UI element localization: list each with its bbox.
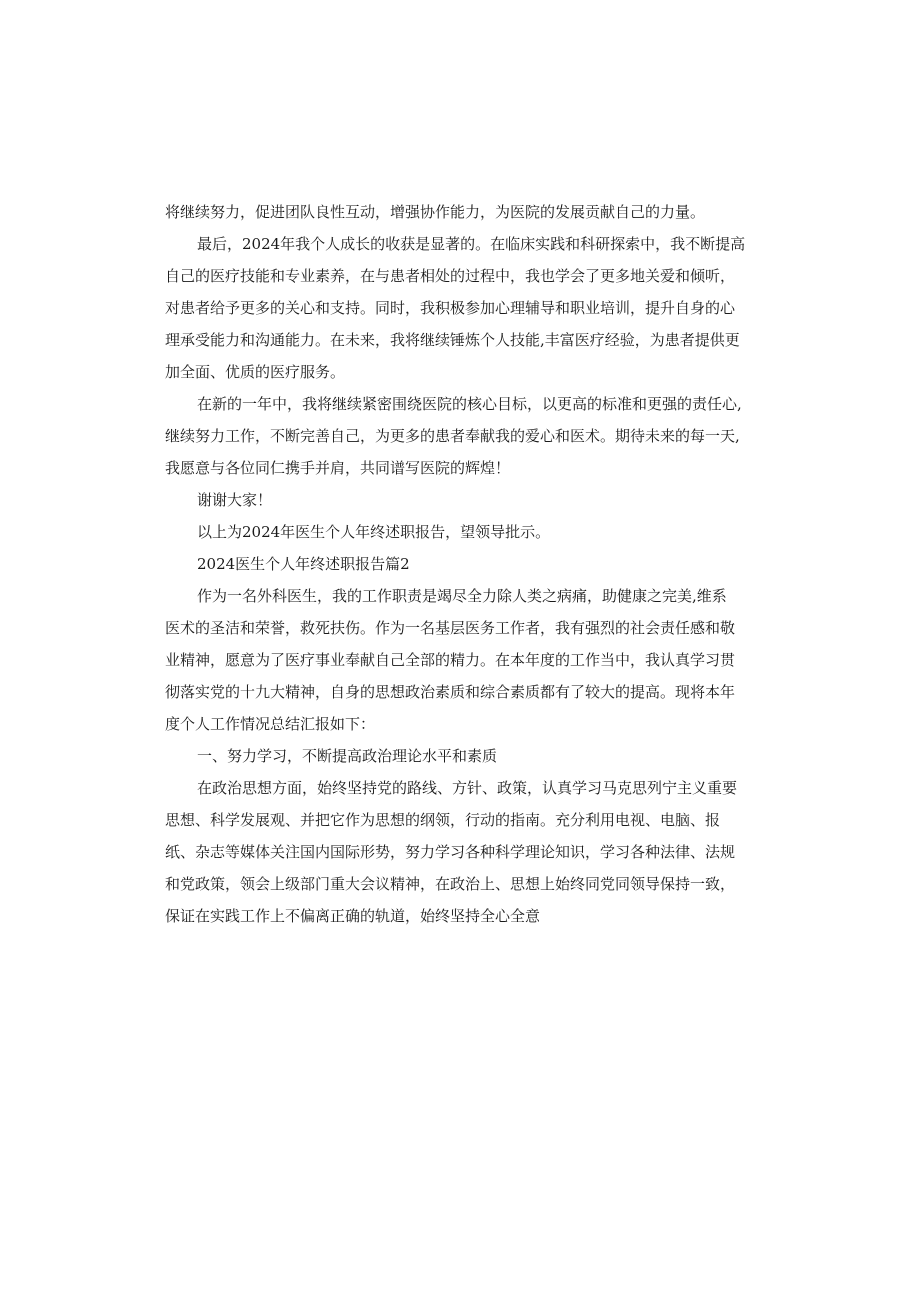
- text-line: 理承受能力和沟通能力。在未来，我将继续锤炼个人技能,丰富医疗经验，为患者提供更: [165, 331, 740, 349]
- text-line: 思想、科学发展观、并把它作为思想的纲领，行动的指南。充分利用电视、电脑、报: [165, 811, 721, 829]
- paragraph-first-line: 作为一名外科医生，我的工作职责是竭尽全力除人类之病痛，助健康之完美,维系: [197, 587, 727, 605]
- section-title: 2024医生个人年终述职报告篇2: [197, 555, 410, 573]
- text-line: 彻落实党的十九大精神，自身的思想政治素质和综合素质都有了较大的提高。现将本年: [165, 683, 736, 701]
- text-line: 加全面、优质的医疗服务。: [165, 363, 346, 381]
- closing-thanks: 谢谢大家！: [197, 491, 273, 509]
- paragraph-first-line: 在新的一年中，我将继续紧密围绕医院的核心目标，以更高的标准和更强的责任心,: [197, 395, 742, 413]
- text-line: 业精神，愿意为了医疗事业奉献自己全部的精力。在本年度的工作当中，我认真学习贯: [165, 651, 736, 669]
- paragraph-first-line: 最后，2024年我个人成长的收获是显著的。在临床实践和科研探索中，我不断提高: [197, 235, 746, 253]
- text-line: 继续努力工作，不断完善自己，为更多的患者奉献我的爱心和医术。期待未来的每一天,: [165, 427, 740, 445]
- text-line: 我愿意与各位同仁携手并肩，共同谱写医院的辉煌！: [165, 459, 511, 477]
- text-line: 纸、杂志等媒体关注国内国际形势，努力学习各种科学理论知识，学习各种法律、法规: [165, 843, 736, 861]
- text-line: 自己的医疗技能和专业素养，在与患者相处的过程中，我也学会了更多地关爱和倾听，: [165, 267, 736, 285]
- document-body: [165, 196, 765, 932]
- text-line: 度个人工作情况总结汇报如下：: [165, 715, 376, 733]
- closing-statement: 以上为2024年医生个人年终述职报告，望领导批示。: [197, 523, 551, 541]
- text-line: 和党政策，领会上级部门重大会议精神，在政治上、思想上始终同党同领导保持一致，: [165, 875, 736, 893]
- text-line: 将继续努力，促进团队良性互动，增强协作能力，为医院的发展贡献自己的力量。: [165, 203, 706, 221]
- subsection-heading: 一、努力学习，不断提高政治理论水平和素质: [197, 747, 498, 765]
- text-line: 对患者给予更多的关心和支持。同时，我积极参加心理辅导和职业培训，提升自身的心: [165, 299, 736, 317]
- text-line: 保证在实践工作上不偏离正确的轨道，始终坚持全心全意: [165, 907, 541, 925]
- text-line: 医术的圣洁和荣誉，救死扶伤。作为一名基层医务工作者，我有强烈的社会责任感和敬: [165, 619, 736, 637]
- paragraph-first-line: 在政治思想方面，始终坚持党的路线、方针、政策，认真学习马克思列宁主义重要: [197, 779, 738, 797]
